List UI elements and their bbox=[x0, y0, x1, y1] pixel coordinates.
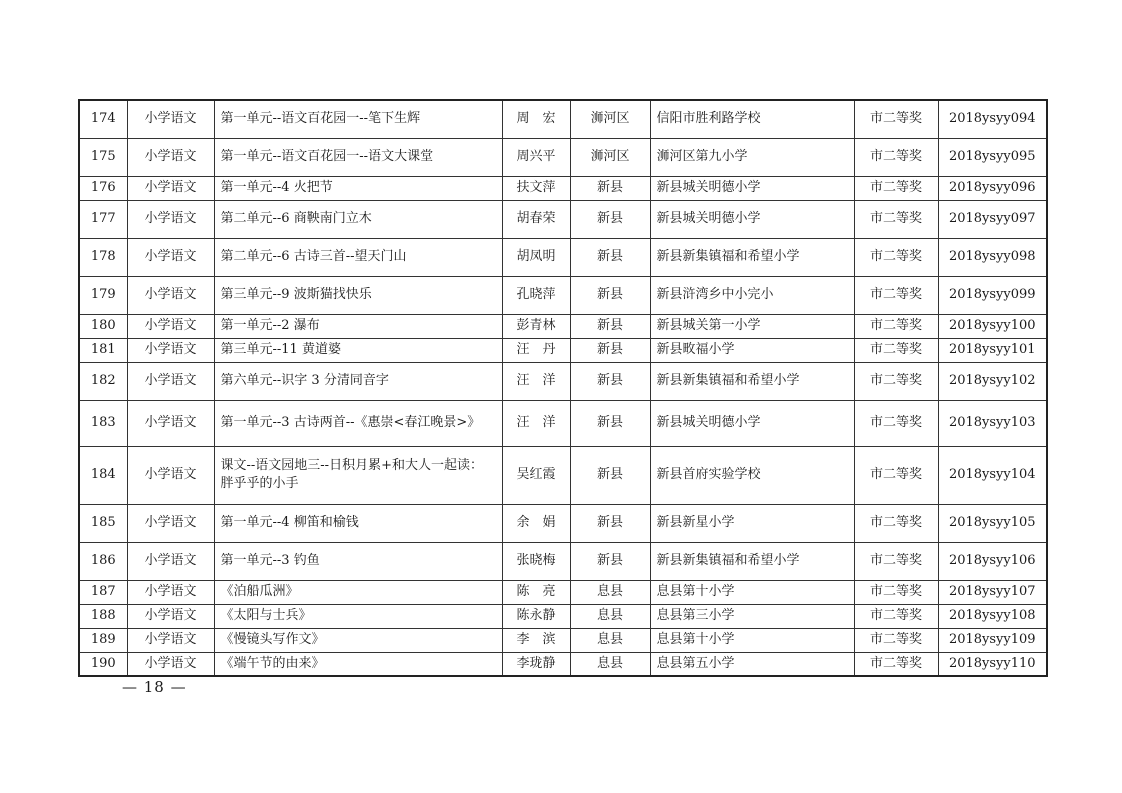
table-row bbox=[79, 542, 1047, 580]
cell-title: 第三单元--11 黄道婆 bbox=[214, 338, 502, 362]
cell-title: 第二单元--6 商鞅南门立木 bbox=[214, 200, 502, 238]
cell-award: 市二等奖 bbox=[854, 604, 938, 628]
cell-title: 第二单元--6 古诗三首--望天门山 bbox=[214, 238, 502, 276]
cell-subject: 小学语文 bbox=[127, 628, 214, 652]
cell-teacher: 余 娟 bbox=[502, 504, 570, 542]
cell-code: 2018ysyy094 bbox=[938, 100, 1047, 138]
cell-code: 2018ysyy106 bbox=[938, 542, 1047, 580]
cell-number: 176 bbox=[79, 176, 127, 200]
cell-number: 175 bbox=[79, 138, 127, 176]
cell-title: 《泊船瓜洲》 bbox=[214, 580, 502, 604]
cell-code: 2018ysyy097 bbox=[938, 200, 1047, 238]
cell-title: 第一单元--语文百花园一--笔下生辉 bbox=[214, 100, 502, 138]
table-row bbox=[79, 652, 1047, 676]
cell-school: 新县浒湾乡中小完小 bbox=[650, 276, 854, 314]
cell-code: 2018ysyy102 bbox=[938, 362, 1047, 400]
cell-teacher: 汪 洋 bbox=[502, 362, 570, 400]
cell-teacher: 陈永静 bbox=[502, 604, 570, 628]
cell-title: 第三单元--9 波斯猫找快乐 bbox=[214, 276, 502, 314]
cell-district: 新县 bbox=[570, 200, 650, 238]
cell-number: 189 bbox=[79, 628, 127, 652]
cell-teacher: 吴红霞 bbox=[502, 446, 570, 504]
table-row bbox=[79, 580, 1047, 604]
cell-teacher: 孔晓萍 bbox=[502, 276, 570, 314]
cell-subject: 小学语文 bbox=[127, 100, 214, 138]
cell-subject: 小学语文 bbox=[127, 604, 214, 628]
cell-school: 新县新集镇福和希望小学 bbox=[650, 542, 854, 580]
table-row bbox=[79, 604, 1047, 628]
cell-teacher: 张晓梅 bbox=[502, 542, 570, 580]
cell-subject: 小学语文 bbox=[127, 314, 214, 338]
cell-number: 187 bbox=[79, 580, 127, 604]
cell-subject: 小学语文 bbox=[127, 338, 214, 362]
cell-title: 第一单元--2 瀑布 bbox=[214, 314, 502, 338]
cell-code: 2018ysyy109 bbox=[938, 628, 1047, 652]
cell-school: 息县第五小学 bbox=[650, 652, 854, 676]
cell-teacher: 李 滨 bbox=[502, 628, 570, 652]
cell-teacher: 周 宏 bbox=[502, 100, 570, 138]
table-row bbox=[79, 338, 1047, 362]
cell-title: 《太阳与士兵》 bbox=[214, 604, 502, 628]
cell-subject: 小学语文 bbox=[127, 276, 214, 314]
cell-district: 新县 bbox=[570, 362, 650, 400]
cell-number: 174 bbox=[79, 100, 127, 138]
cell-teacher: 周兴平 bbox=[502, 138, 570, 176]
cell-school: 息县第三小学 bbox=[650, 604, 854, 628]
cell-district: 新县 bbox=[570, 338, 650, 362]
cell-number: 185 bbox=[79, 504, 127, 542]
cell-subject: 小学语文 bbox=[127, 504, 214, 542]
cell-number: 183 bbox=[79, 400, 127, 446]
cell-subject: 小学语文 bbox=[127, 138, 214, 176]
cell-award: 市二等奖 bbox=[854, 100, 938, 138]
cell-subject: 小学语文 bbox=[127, 542, 214, 580]
cell-award: 市二等奖 bbox=[854, 138, 938, 176]
cell-code: 2018ysyy096 bbox=[938, 176, 1047, 200]
cell-district: 息县 bbox=[570, 652, 650, 676]
cell-district: 息县 bbox=[570, 628, 650, 652]
cell-code: 2018ysyy107 bbox=[938, 580, 1047, 604]
cell-school: 新县畋福小学 bbox=[650, 338, 854, 362]
cell-school: 新县新集镇福和希望小学 bbox=[650, 238, 854, 276]
cell-number: 179 bbox=[79, 276, 127, 314]
cell-school: 新县城关明德小学 bbox=[650, 176, 854, 200]
cell-district: 息县 bbox=[570, 604, 650, 628]
cell-teacher: 胡凤明 bbox=[502, 238, 570, 276]
table-row bbox=[79, 504, 1047, 542]
page-number: — 18 — bbox=[122, 678, 187, 696]
cell-title: 第一单元--语文百花园一--语文大课堂 bbox=[214, 138, 502, 176]
cell-award: 市二等奖 bbox=[854, 580, 938, 604]
cell-subject: 小学语文 bbox=[127, 580, 214, 604]
cell-award: 市二等奖 bbox=[854, 238, 938, 276]
cell-teacher: 汪 洋 bbox=[502, 400, 570, 446]
table-row bbox=[79, 100, 1047, 138]
cell-number: 182 bbox=[79, 362, 127, 400]
cell-code: 2018ysyy099 bbox=[938, 276, 1047, 314]
cell-title: 第一单元--4 火把节 bbox=[214, 176, 502, 200]
cell-district: 息县 bbox=[570, 580, 650, 604]
cell-code: 2018ysyy104 bbox=[938, 446, 1047, 504]
table-row bbox=[79, 362, 1047, 400]
cell-title: 课文--语文园地三--日积月累+和大人一起读：胖乎乎的小手 bbox=[214, 446, 502, 504]
cell-award: 市二等奖 bbox=[854, 314, 938, 338]
award-table bbox=[78, 99, 1048, 677]
cell-number: 177 bbox=[79, 200, 127, 238]
table-row bbox=[79, 400, 1047, 446]
cell-award: 市二等奖 bbox=[854, 652, 938, 676]
cell-number: 178 bbox=[79, 238, 127, 276]
cell-award: 市二等奖 bbox=[854, 628, 938, 652]
cell-title: 第一单元--3 钓鱼 bbox=[214, 542, 502, 580]
cell-number: 184 bbox=[79, 446, 127, 504]
cell-teacher: 胡春荣 bbox=[502, 200, 570, 238]
cell-subject: 小学语文 bbox=[127, 362, 214, 400]
cell-district: 新县 bbox=[570, 400, 650, 446]
cell-number: 190 bbox=[79, 652, 127, 676]
cell-number: 180 bbox=[79, 314, 127, 338]
cell-code: 2018ysyy098 bbox=[938, 238, 1047, 276]
cell-teacher: 扶文萍 bbox=[502, 176, 570, 200]
table-row bbox=[79, 176, 1047, 200]
cell-award: 市二等奖 bbox=[854, 362, 938, 400]
cell-district: 浉河区 bbox=[570, 138, 650, 176]
cell-teacher: 彭青林 bbox=[502, 314, 570, 338]
cell-district: 新县 bbox=[570, 504, 650, 542]
table-row bbox=[79, 628, 1047, 652]
cell-award: 市二等奖 bbox=[854, 504, 938, 542]
cell-subject: 小学语文 bbox=[127, 400, 214, 446]
table-row bbox=[79, 446, 1047, 504]
cell-number: 188 bbox=[79, 604, 127, 628]
cell-teacher: 汪 丹 bbox=[502, 338, 570, 362]
cell-award: 市二等奖 bbox=[854, 446, 938, 504]
cell-code: 2018ysyy108 bbox=[938, 604, 1047, 628]
cell-number: 181 bbox=[79, 338, 127, 362]
cell-title: 第一单元--4 柳笛和榆钱 bbox=[214, 504, 502, 542]
table-row bbox=[79, 200, 1047, 238]
cell-school: 息县第十小学 bbox=[650, 628, 854, 652]
cell-award: 市二等奖 bbox=[854, 542, 938, 580]
cell-district: 新县 bbox=[570, 176, 650, 200]
cell-subject: 小学语文 bbox=[127, 238, 214, 276]
cell-code: 2018ysyy105 bbox=[938, 504, 1047, 542]
cell-school: 新县城关明德小学 bbox=[650, 400, 854, 446]
cell-code: 2018ysyy095 bbox=[938, 138, 1047, 176]
cell-school: 新县新集镇福和希望小学 bbox=[650, 362, 854, 400]
cell-school: 新县首府实验学校 bbox=[650, 446, 854, 504]
cell-award: 市二等奖 bbox=[854, 176, 938, 200]
cell-school: 新县城关第一小学 bbox=[650, 314, 854, 338]
cell-teacher: 陈 亮 bbox=[502, 580, 570, 604]
table-row bbox=[79, 314, 1047, 338]
cell-district: 新县 bbox=[570, 238, 650, 276]
cell-code: 2018ysyy101 bbox=[938, 338, 1047, 362]
cell-school: 新县新星小学 bbox=[650, 504, 854, 542]
cell-district: 新县 bbox=[570, 542, 650, 580]
cell-award: 市二等奖 bbox=[854, 200, 938, 238]
cell-code: 2018ysyy110 bbox=[938, 652, 1047, 676]
cell-district: 新县 bbox=[570, 314, 650, 338]
cell-teacher: 李珑静 bbox=[502, 652, 570, 676]
cell-title: 第六单元--识字 3 分清同音字 bbox=[214, 362, 502, 400]
cell-school: 新县城关明德小学 bbox=[650, 200, 854, 238]
cell-subject: 小学语文 bbox=[127, 200, 214, 238]
cell-code: 2018ysyy103 bbox=[938, 400, 1047, 446]
cell-district: 新县 bbox=[570, 276, 650, 314]
cell-school: 信阳市胜利路学校 bbox=[650, 100, 854, 138]
cell-number: 186 bbox=[79, 542, 127, 580]
cell-subject: 小学语文 bbox=[127, 446, 214, 504]
cell-school: 息县第十小学 bbox=[650, 580, 854, 604]
cell-award: 市二等奖 bbox=[854, 338, 938, 362]
cell-code: 2018ysyy100 bbox=[938, 314, 1047, 338]
table-body bbox=[79, 100, 1047, 676]
table-row bbox=[79, 138, 1047, 176]
cell-school: 浉河区第九小学 bbox=[650, 138, 854, 176]
cell-subject: 小学语文 bbox=[127, 176, 214, 200]
cell-subject: 小学语文 bbox=[127, 652, 214, 676]
cell-award: 市二等奖 bbox=[854, 400, 938, 446]
table-row bbox=[79, 238, 1047, 276]
cell-district: 浉河区 bbox=[570, 100, 650, 138]
cell-district: 新县 bbox=[570, 446, 650, 504]
cell-award: 市二等奖 bbox=[854, 276, 938, 314]
table-row bbox=[79, 276, 1047, 314]
cell-title: 《慢镜头写作文》 bbox=[214, 628, 502, 652]
cell-title: 《端午节的由来》 bbox=[214, 652, 502, 676]
cell-title: 第一单元--3 古诗两首--《惠崇<春江晚景>》 bbox=[214, 400, 502, 446]
